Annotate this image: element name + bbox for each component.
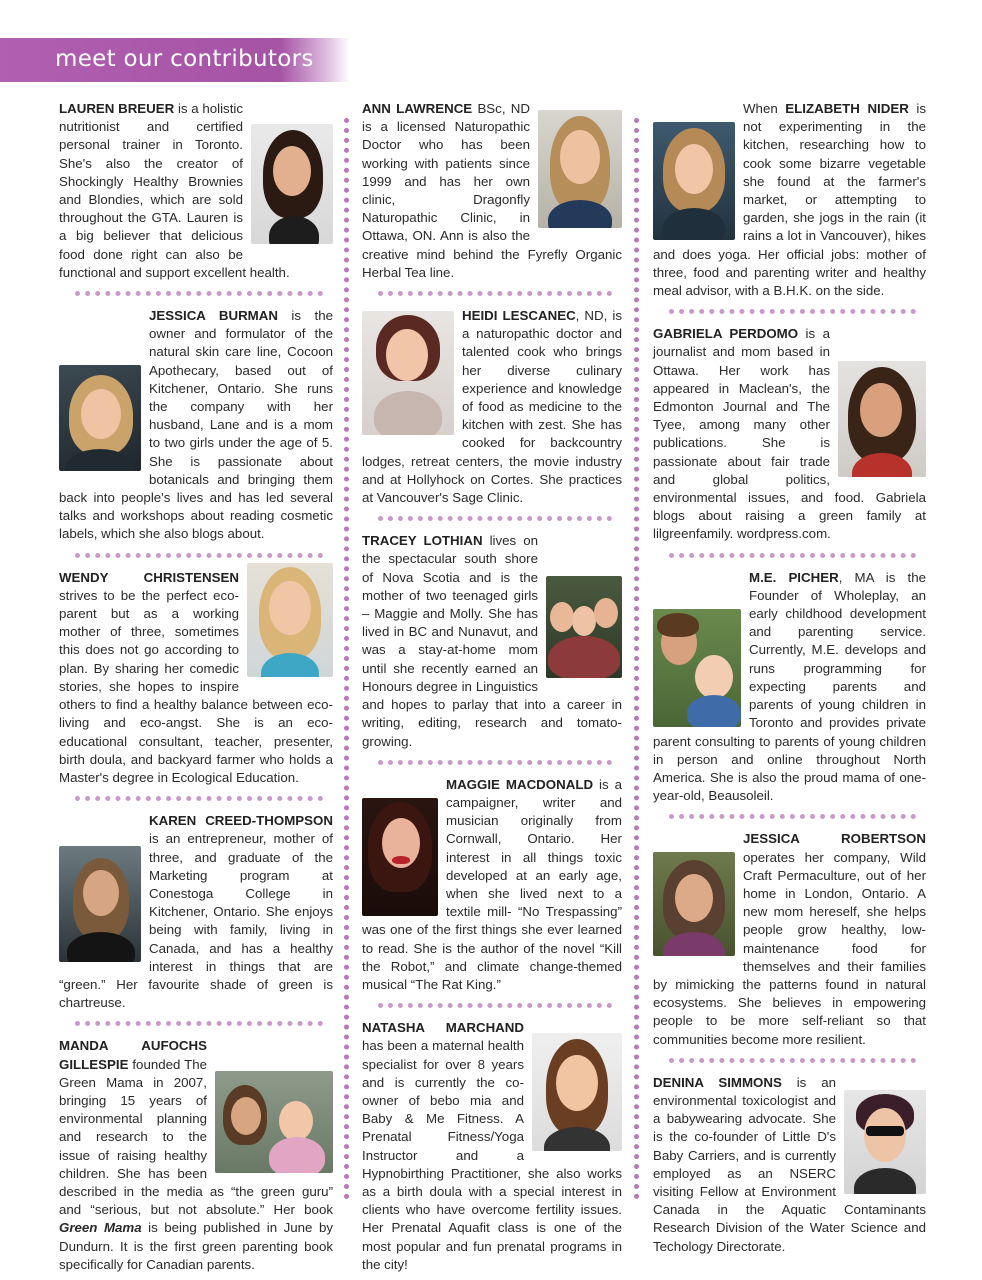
contributor-bio: has been a maternal health specialist for over 8 years and is currently the co-owner of bebo mia and Baby & Me Fitness. A Prenatal Fitness/Yoga Instructor and a Hypnobirthing Practitioner, she also works as a birth doula with a special interest in clients who have overcome fertility issues. Her Prenatal Aquafit class is one of the most popular and fun prenatal programs in the city!: [362, 1038, 622, 1272]
portrait-elizabeth-nider: [653, 122, 735, 240]
dotted-divider: [75, 1021, 323, 1026]
dotted-divider: [378, 760, 612, 765]
bio-gabriela-perdomo: [653, 325, 926, 543]
portrait-heidi-lescanec: [362, 311, 454, 435]
contributor-name: LAUREN BREUER: [59, 101, 175, 116]
column-divider: [344, 118, 349, 1200]
column-right: [653, 100, 926, 1256]
column-divider: [634, 118, 639, 1200]
dotted-divider: [669, 553, 916, 558]
contributor-bio: founded The Green Mama in 2007, bringing 15 years of environmental planning and research to the issue of raising healthy children. She has been described in the media as “the green guru” and “serious, but not absolute.” Her book: [59, 1056, 333, 1218]
dotted-divider: [75, 291, 323, 296]
bio-heidi-lescanec: [362, 307, 622, 507]
contributor-name: WENDY CHRISTENSEN: [59, 569, 239, 585]
dotted-divider: [669, 1058, 916, 1063]
bio-denina-simmons: [653, 1074, 926, 1256]
contributor-bio: is an entrepreneur, mother of three, and graduate of the Marketing program at Conestoga College in Kitchener, Ontario. She enjoys being with family, living in Canada, and has a healthy interest in things that are “green.” Her favourite shade of green is chartreuse.: [59, 831, 333, 1011]
dotted-divider: [378, 516, 612, 521]
contributor-bio: is an environmental toxicologist and a babywearing advocate. She is the co-founder of Little D's Baby Carriers, and is currently employed as an NSERC visiting Fellow at Environment Canada in the Aquatic Contaminants Research Division of the Water Science and Techology Directorate.: [653, 1074, 926, 1254]
bio-tracey-lothian: [362, 532, 622, 750]
contributor-bio: , MA is the Founder of Wholeplay, an early childhood development and parenting service. Currently, M.E. develops and runs programming for expecting parents and parents of young children in Toronto and provides private parent consulting to parents of young children in person and online throughout North America. She is also the proud mama of one-year-old, Beausoleil.: [653, 569, 926, 804]
contributor-name: ELIZABETH NIDER: [785, 101, 909, 116]
contributor-name: MANDA AUFOCHS GILLESPIE: [59, 1038, 207, 1072]
portrait-denina-simmons: [844, 1090, 926, 1194]
section-title: meet our contributors: [55, 46, 314, 72]
contributor-name: TRACEY LOTHIAN: [362, 533, 483, 549]
portrait-tracey-lothian: [546, 576, 622, 678]
dotted-divider: [378, 291, 612, 296]
contributor-name: KAREN CREED-THOMPSON: [149, 813, 333, 829]
portrait-lauren-breuer: [251, 124, 333, 244]
column-middle: [362, 100, 622, 1274]
bio-elizabeth-nider: [653, 100, 926, 300]
contributor-bio: BSc, ND is a licensed Naturopathic Doctor who has been working with patients since 1999 and has her own clinic, Dragonfly Naturopathic Clinic, in Ottawa, ON. Ann is also the creative mind behind the Fyrefly Organic Herbal Tea line.: [362, 101, 622, 280]
contributor-name: JESSICA BURMAN: [149, 308, 278, 324]
bio-karen-creed-thompson: [59, 812, 333, 1012]
bio-lead-in: When: [743, 101, 786, 116]
portrait-wendy-christensen: [247, 563, 333, 677]
portrait-ann-lawrence: [538, 110, 622, 228]
contributor-bio: lives on the spectacular south shore of Nova Scotia and is the mother of two teenaged girls – Maggie and Molly. She has lived in BC and Nunavut, and was a stay-at-home mom until she recently earned an Honours degree in Linguistics and hopes to parlay that into a career in writing, editing, research and tomato-growing.: [362, 533, 622, 749]
contributor-name: MAGGIE MACDONALD: [446, 776, 594, 792]
contributor-bio: operates her company, Wild Craft Permaculture, out of her home in London, Ontario. A new mom hereself, she helps people grow healthy, low-maintenance food for themselves and their families by mimicking the patterns found in natural ecosystems. She believes in empowering people to be more self-reliant so that communities become more resilient.: [653, 849, 926, 1047]
contributor-bio: is a journalist and mom based in Ottawa. Her work has appeared in Maclean's, the Edmonton Journal and The Tyee, among many other publications. She is passionate about fair trade and global politics, environmental issues, and food. Gabriela blogs about raising a green family at lilgreenfamily. wordpress.com.: [653, 326, 926, 542]
contributor-name: M.E. PICHER: [749, 569, 839, 585]
portrait-maggie-macdonald: [362, 798, 438, 916]
bio-wendy-christensen: [59, 569, 333, 787]
bio-jessica-robertson: [653, 830, 926, 1048]
contributor-bio: is a holistic nutritionist and certified personal trainer in Toronto. She's also the creator of Shockingly Healthy Brownies and Blondies, which are sold throughout the GTA. Lauren is a big believer that delicious food done right can also be functional and support excellent health.: [59, 101, 290, 280]
book-title: Green Mama: [59, 1220, 142, 1236]
contributor-bio-continued: is being published in June by Dundurn. It is the first green parenting book specifically for Canadian parents.: [59, 1220, 333, 1272]
contributor-bio: is not experimenting in the kitchen, researching how to cook some bizarre vegetable she found at the farmer's market, or attempting to garden, she jogs in the rain (it rains a lot in Vancouver), hikes and does yoga. Her official jobs: mother of three, food and parenting writer and healthy meal advisor, with a B.H.K. on the side.: [653, 101, 926, 299]
bio-lauren-breuer: [59, 100, 333, 282]
portrait-karen-creed-thompson: [59, 846, 141, 962]
contributor-name: GABRIELA PERDOMO: [653, 326, 799, 342]
bio-jessica-burman: [59, 307, 333, 544]
column-left: [59, 100, 333, 1274]
portrait-jessica-burman: [59, 365, 141, 471]
contributor-name: JESSICA ROBERTSON: [743, 831, 926, 847]
contributor-name: NATASHA MARCHAND: [362, 1020, 524, 1036]
dotted-divider: [378, 1003, 612, 1008]
dotted-divider: [669, 309, 916, 314]
contributor-bio: strives to be the perfect eco-parent but as a working mother of three, sometimes this does not go according to plan. By sharing her comedic stories, she hopes to inspire others to find a healthy balance between eco-living and eco-angst. She is an eco-educational consultant, teacher, presenter, birth doula, and backyard farmer who holds a Master's degree in Ecological Education.: [59, 587, 333, 785]
portrait-natasha-marchand: [532, 1033, 622, 1151]
contributor-name: ANN LAWRENCE: [362, 101, 473, 116]
portrait-gabriela-perdomo: [838, 361, 926, 477]
contributor-bio: is the owner and formulator of the natural skin care line, Cocoon Apothecary, based out of Kitchener, Ontario. She runs the company with her husband, Lane and is a mom to two girls under the age of 5. She is passionate about botanicals and bringing them back into people's lives and has led several talks and workshops about reading cosmetic labels, which she also blogs about.: [59, 308, 333, 542]
portrait-jessica-robertson: [653, 852, 735, 956]
bio-natasha-marchand: [362, 1019, 622, 1274]
contributor-bio: is a campaigner, writer and musician originally from Cornwall, Ontario. Her interest in all things toxic developed at an early age, when she lived next to a textile mill- “No Trespassing” was one of the first things she ever learned to read. She is the author of the novel “Kill the Robot,” and climate change-themed musical “The Rat King.”: [362, 776, 623, 992]
portrait-me-picher: [653, 609, 741, 727]
portrait-manda-aufochs-gillespie: [215, 1071, 333, 1173]
bio-maggie-macdonald: [362, 776, 622, 994]
dotted-divider: [75, 796, 323, 801]
bio-ann-lawrence: [362, 100, 622, 282]
bio-manda-aufochs-gillespie: [59, 1037, 333, 1274]
dotted-divider: [75, 553, 323, 558]
section-banner: [0, 38, 350, 82]
contributor-name: HEIDI LESCANEC: [462, 308, 576, 324]
dotted-divider: [669, 814, 916, 819]
contributor-name: DENINA SIMMONS: [653, 1074, 782, 1090]
contributor-bio: , ND, is a naturopathic doctor and talented cook who brings her diverse culinary experience and knowledge of food as medicine to the kitchen with zest. She has cooked for backcountry lodges, retreat centers, the movie industry and at Hollyhock on Cortes. She practices at Vancouver's Sage Clinic.: [362, 308, 622, 506]
bio-me-picher: [653, 569, 926, 806]
